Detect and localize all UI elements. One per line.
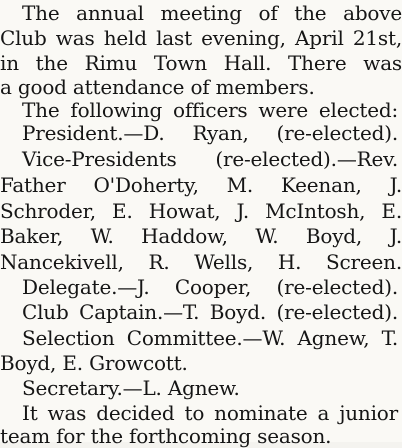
article-line [0,51,402,75]
article-line [0,26,402,50]
article-line [22,401,398,425]
article-line [0,173,402,197]
line-text: team for the forthcoming season. [0,424,332,448]
line-text: Boyd, E. Growcott. [0,351,188,375]
line-text: Vice-Presidents (re-elected).—Rev. [22,147,398,171]
article-line [22,98,398,122]
line-text: Selection Committee.—W. Agnew, T. [22,326,398,350]
article-line [0,75,315,99]
article-line [0,250,402,274]
article-line [0,224,402,248]
line-text: The following officers were elected: [22,98,398,122]
line-text: The annual meeting of the above [22,1,402,25]
line-text: Father O'Doherty, M. Keenan, J. [0,173,402,197]
line-text: Club was held last evening, April 21st, [0,26,402,50]
article-line [22,121,398,145]
line-text: It was decided to nominate a junior [22,401,398,425]
line-text: President.—D. Ryan, (re-elected). [22,121,398,145]
article-line [0,199,402,223]
line-text: Delegate.—J. Cooper, (re-elected). [22,275,398,299]
article-line [22,326,398,350]
article-line [0,424,331,448]
line-text: Baker, W. Haddow, W. Boyd, J. [0,224,402,248]
line-text: a good attendance of members. [0,75,315,99]
article-line [22,376,240,400]
line-text: Club Captain.—T. Boyd. (re-elected). [22,300,398,324]
line-text: Schroder, E. Howat, J. McIntosh, E. [0,199,402,223]
line-text: Nancekivell, R. Wells, H. Screen. [0,250,402,274]
article-line [22,275,398,299]
article-line [22,147,398,171]
line-text: in the Rimu Town Hall. There was [0,51,402,75]
article-line [22,1,402,25]
article-line [22,300,398,324]
article-line [0,351,188,375]
line-text: Secretary.—L. Agnew. [22,376,240,400]
